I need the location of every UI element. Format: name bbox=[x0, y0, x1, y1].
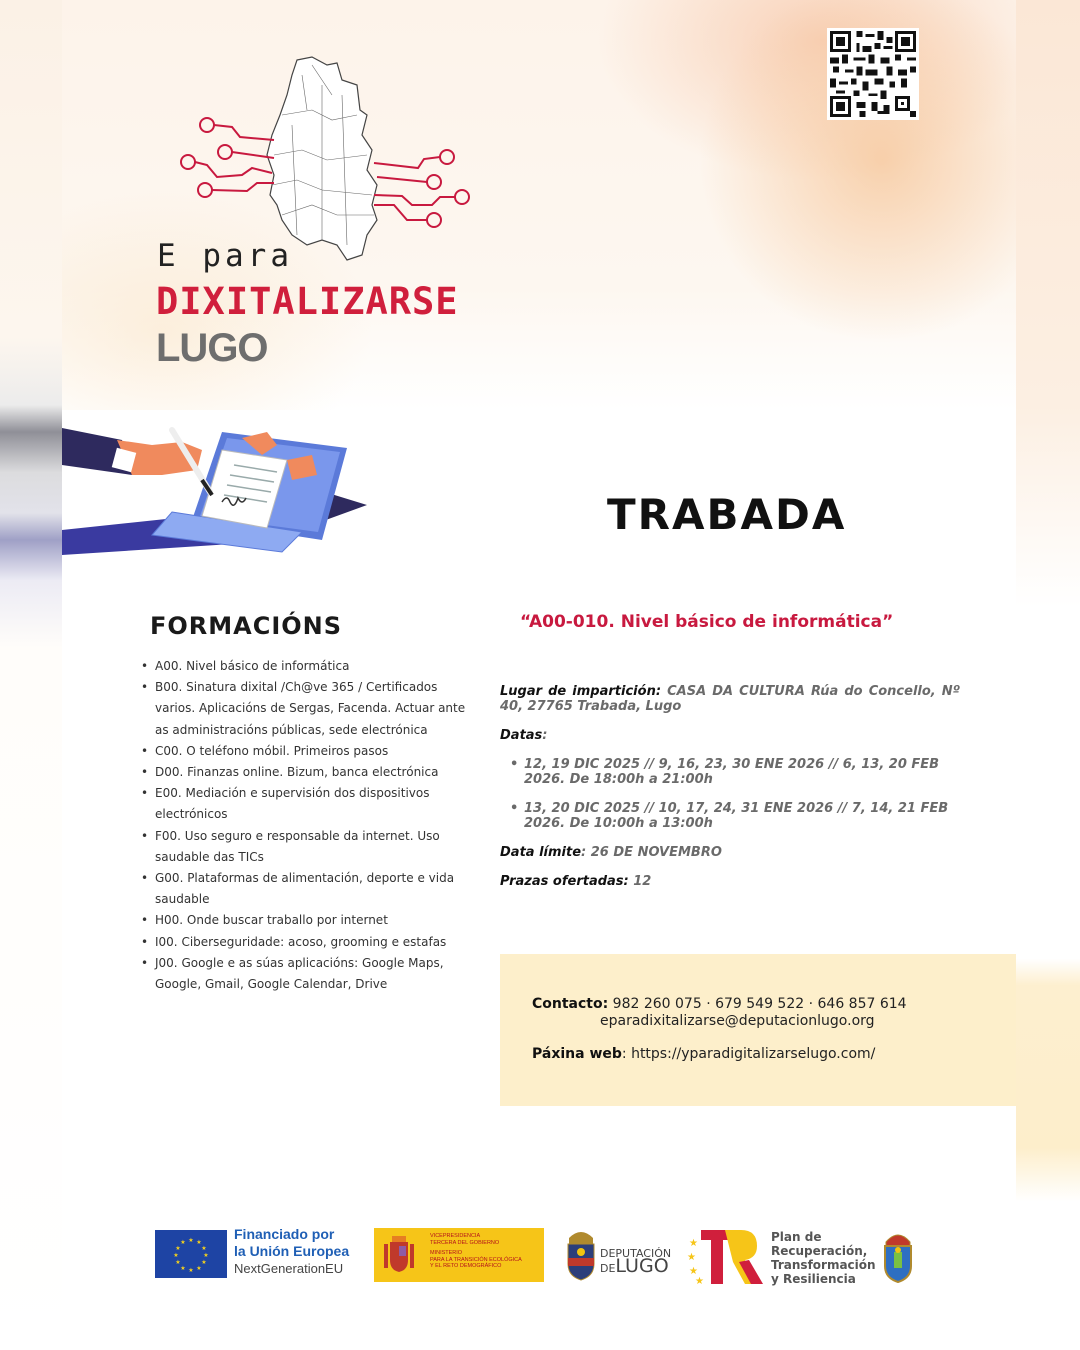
formacions-title: FORMACIÓNS bbox=[150, 612, 343, 640]
svg-text:★: ★ bbox=[196, 1266, 202, 1272]
deputacion-de: DE bbox=[600, 1262, 616, 1275]
prtr-line2: Recuperación, bbox=[771, 1244, 868, 1258]
date-item: • 12, 19 DIC 2025 // 9, 16, 23, 30 ENE 2026 // 6, 13, 20 FEB 2026. De 18:00h a 21:00h bbox=[524, 757, 960, 787]
deputacion-lugo-text bbox=[600, 1248, 671, 1275]
svg-text:★: ★ bbox=[175, 1246, 181, 1252]
contact-phones[interactable]: 982 260 075 · 679 549 522 · 646 857 614 bbox=[612, 996, 907, 1012]
laptop-signing-illustration bbox=[62, 420, 372, 560]
contact-box bbox=[500, 954, 1016, 1106]
svg-text:★: ★ bbox=[173, 1253, 179, 1259]
spanish-government-logo bbox=[374, 1228, 544, 1282]
deadline-value: : 26 DE NOVEMBRO bbox=[581, 845, 722, 860]
ministry-text bbox=[430, 1233, 522, 1270]
location-label: Lugar de impartición: bbox=[500, 684, 662, 699]
spain-coat-of-arms-icon bbox=[384, 1234, 414, 1274]
eu-funding-text bbox=[234, 1226, 349, 1277]
eu-line3: NextGenerationEU bbox=[234, 1261, 344, 1276]
list-item: • B00. Sinatura dixital /Ch@ve 365 / Certificados varios. Aplicacións de Sergas, Facenda. Actuar ante as administracións públicas, sede electrónica bbox=[155, 677, 475, 741]
logo-line-lugo: LUGO bbox=[156, 326, 268, 370]
logo-line-dixitalizarse: DIXITALIZARSE bbox=[156, 280, 459, 323]
poster bbox=[62, 0, 1016, 1350]
prtr-line4: y Resiliencia bbox=[771, 1272, 856, 1286]
prtr-logo-icon bbox=[687, 1226, 765, 1286]
svg-text:★: ★ bbox=[695, 1276, 704, 1286]
background-blur-right bbox=[1016, 0, 1080, 1350]
sponsor-logos bbox=[62, 1222, 1016, 1288]
deputacion-lugo-shield-icon bbox=[565, 1228, 597, 1282]
website-label: Páxina web bbox=[532, 1046, 622, 1062]
places-row bbox=[500, 874, 960, 889]
location-value: CASA DA CULTURA Rúa do Concello, Nº 40, 27765 Trabada, Lugo bbox=[500, 684, 961, 714]
svg-text:★: ★ bbox=[689, 1266, 698, 1277]
dates-label: Datas bbox=[500, 728, 543, 743]
list-item: • A00. Nivel básico de informática bbox=[155, 656, 475, 677]
gov-line3: MINISTERIO bbox=[430, 1250, 463, 1256]
prtr-line3: Transformación bbox=[771, 1258, 876, 1272]
website-link[interactable]: : https://yparadigitalizarselugo.com/ bbox=[621, 1046, 876, 1062]
prtr-text bbox=[771, 1230, 876, 1286]
list-item: • I00. Ciberseguridade: acoso, grooming e estafas bbox=[155, 932, 475, 953]
lugo-map-circuit-icon bbox=[162, 55, 482, 265]
deadline-label: Data límite bbox=[500, 845, 582, 860]
svg-text:★: ★ bbox=[203, 1253, 209, 1259]
gov-line5: Y EL RETO DEMOGRÁFICO bbox=[430, 1263, 502, 1269]
logo-line-epara: E para bbox=[157, 238, 293, 274]
dates-row bbox=[500, 728, 960, 743]
svg-text:★: ★ bbox=[188, 1268, 194, 1274]
date-item: • 13, 20 DIC 2025 // 10, 17, 24, 31 ENE 2026 // 7, 14, 21 FEB 2026. De 10:00h a 13:00h bbox=[524, 801, 960, 831]
list-item: • C00. O teléfono móbil. Primeiros pasos bbox=[155, 741, 475, 762]
town-title: TRABADA bbox=[607, 490, 847, 539]
dates-colon: : bbox=[542, 728, 548, 743]
svg-text:★: ★ bbox=[689, 1238, 698, 1249]
concello-trabada-shield-icon bbox=[882, 1230, 914, 1284]
eu-flag-icon bbox=[155, 1230, 227, 1278]
svg-text:★: ★ bbox=[180, 1240, 186, 1246]
gov-line4: PARA LA TRANSICIÓN ECOLÓGICA bbox=[430, 1256, 522, 1263]
course-title: “A00-010. Nivel básico de informática” bbox=[520, 612, 894, 632]
svg-text:★: ★ bbox=[175, 1260, 181, 1266]
list-item: • H00. Onde buscar traballo por internet bbox=[155, 910, 475, 931]
svg-text:★: ★ bbox=[201, 1260, 207, 1266]
list-item: • F00. Uso seguro e responsable da internet. Uso saudable das TICs bbox=[155, 826, 475, 868]
places-label: Prazas ofertadas: bbox=[500, 874, 629, 889]
svg-text:★: ★ bbox=[201, 1246, 207, 1252]
deputacion-lugo: LUGO bbox=[615, 1255, 669, 1277]
location-row bbox=[500, 684, 960, 714]
eu-line1: Financiado por bbox=[234, 1226, 335, 1242]
list-item: • E00. Mediación e supervisión dos dispositivos electrónicos bbox=[155, 783, 475, 825]
svg-text:★: ★ bbox=[180, 1266, 186, 1272]
website-row bbox=[532, 1046, 907, 1063]
contact-info bbox=[532, 996, 907, 1063]
dates-list bbox=[500, 757, 960, 831]
deputacion-line1: DEPUTACIÓN bbox=[600, 1247, 672, 1260]
background-blur-left bbox=[0, 0, 62, 1350]
contact-email[interactable]: eparadixitalizarse@deputacionlugo.org bbox=[600, 1013, 875, 1029]
course-details bbox=[500, 684, 960, 903]
gov-line1: VICEPRESIDENCIA bbox=[430, 1233, 481, 1239]
gov-line2: TERCERA DEL GOBIERNO bbox=[430, 1239, 500, 1246]
list-item: • J00. Google e as súas aplicacións: Google Maps, Google, Gmail, Google Calendar, Drive bbox=[155, 953, 475, 995]
contact-phones-row bbox=[532, 996, 907, 1013]
contact-label: Contacto: bbox=[532, 996, 609, 1012]
list-item: • D00. Finanzas online. Bizum, banca electrónica bbox=[155, 762, 475, 783]
svg-text:★: ★ bbox=[687, 1252, 696, 1263]
hero-header bbox=[62, 0, 1016, 410]
places-value: 12 bbox=[633, 874, 652, 889]
formacions-list bbox=[140, 656, 475, 995]
deadline-row bbox=[500, 845, 960, 860]
list-item: • G00. Plataformas de alimentación, deporte e vida saudable bbox=[155, 868, 475, 910]
svg-text:★: ★ bbox=[196, 1240, 202, 1246]
eu-line2: la Unión Europea bbox=[234, 1243, 350, 1259]
qr-code-icon[interactable] bbox=[827, 28, 919, 120]
svg-text:★: ★ bbox=[188, 1238, 194, 1244]
prtr-line1: Plan de bbox=[771, 1230, 822, 1244]
